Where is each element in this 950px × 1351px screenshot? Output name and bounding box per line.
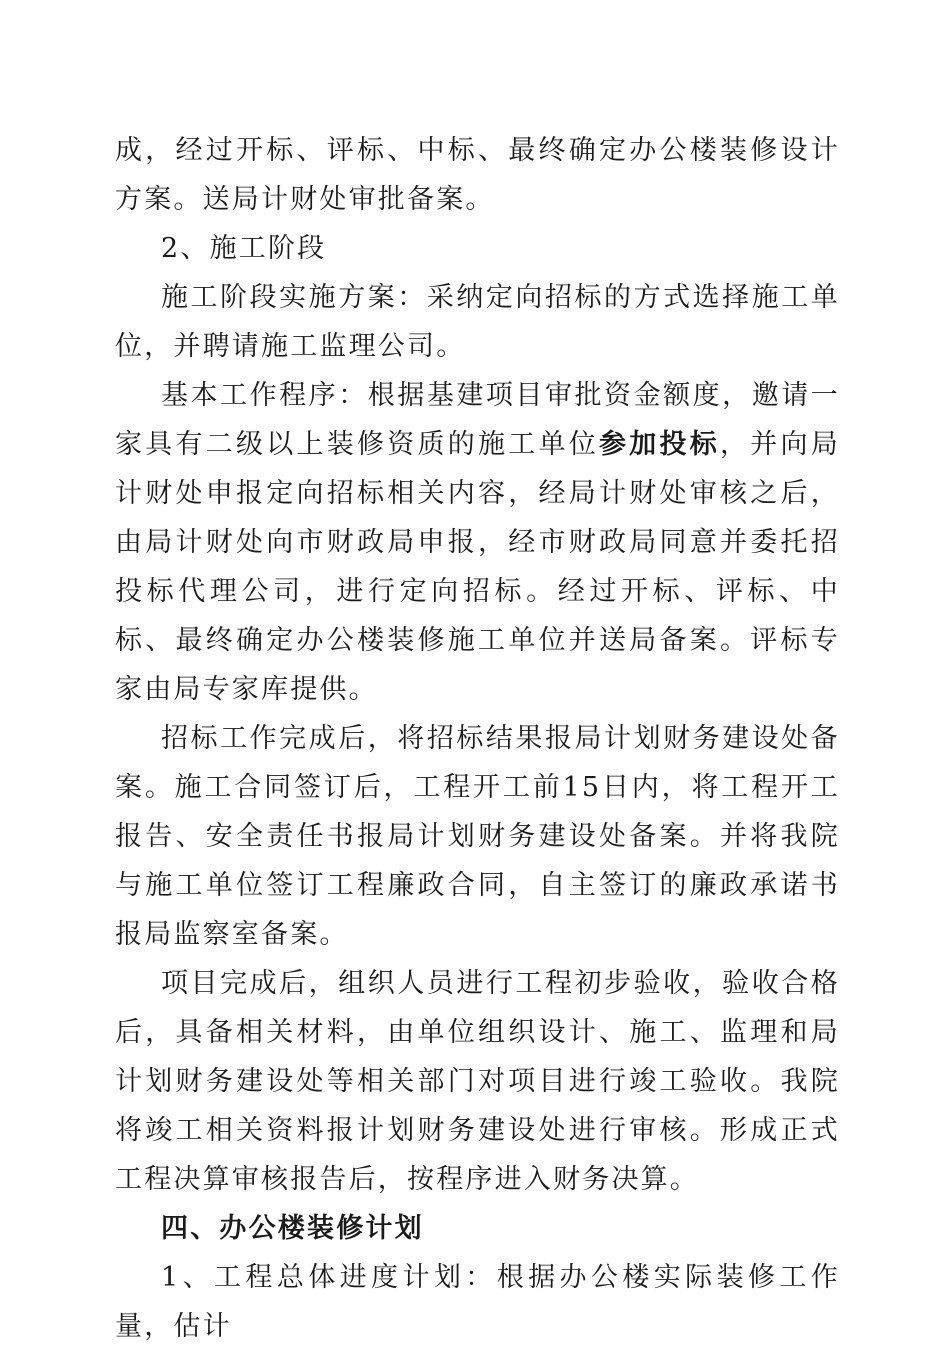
- procedure-bold-text: 参加投标: [599, 429, 721, 460]
- paragraph-basic-procedure: [115, 371, 840, 714]
- subheading-construction-stage: 2、施工阶段: [161, 233, 327, 264]
- document-body: [115, 126, 840, 1351]
- procedure-text-end: ，并向局计财处申报定向招标相关内容，经局计财处审核之后，由局计财处向市财政局申报，经市财政局同意并委托招投标代理公司，进行定向招标。经过开标、评标、中标、最终确定办公楼装修施工单位并送局备案。评标专家由局专家库提供。: [115, 429, 840, 705]
- paragraph-project-acceptance: 项目完成后，组织人员进行工程初步验收，验收合格后，具备相关材料，由单位组织设计、施工、监理和局计划财务建设处等相关部门对项目进行竣工验收。我院将竣工相关资料报计划财务建设处进行审核。形成正式工程决算审核报告后，按程序进入财务决算。: [115, 968, 840, 1195]
- procedure-text-start: 基本工作程序：根据基建项目审批资金额度，邀请一家具有二级以上装修资质的施工单位: [115, 380, 840, 460]
- paragraph-tender-completion: 招标工作完成后，将招标结果报局计划财务建设处备案。施工合同签订后，工程开工前15日内，将工程开工报告、安全责任书报局计划财务建设处备案。并将我院与施工单位签订工程廉政合同，自主签订的廉政承诺书报局监察室备案。: [115, 723, 840, 950]
- paragraph-implementation-plan: 施工阶段实施方案：采纳定向招标的方式选择施工单位，并聘请施工监理公司。: [115, 282, 840, 362]
- paragraph-schedule: 1、工程总体进度计划：根据办公楼实际装修工作量，估计: [115, 1262, 840, 1342]
- section-heading: 四、办公楼装修计划: [161, 1213, 424, 1244]
- paragraph-continuation: 成，经过开标、评标、中标、最终确定办公楼装修设计方案。送局计财处审批备案。: [115, 135, 840, 215]
